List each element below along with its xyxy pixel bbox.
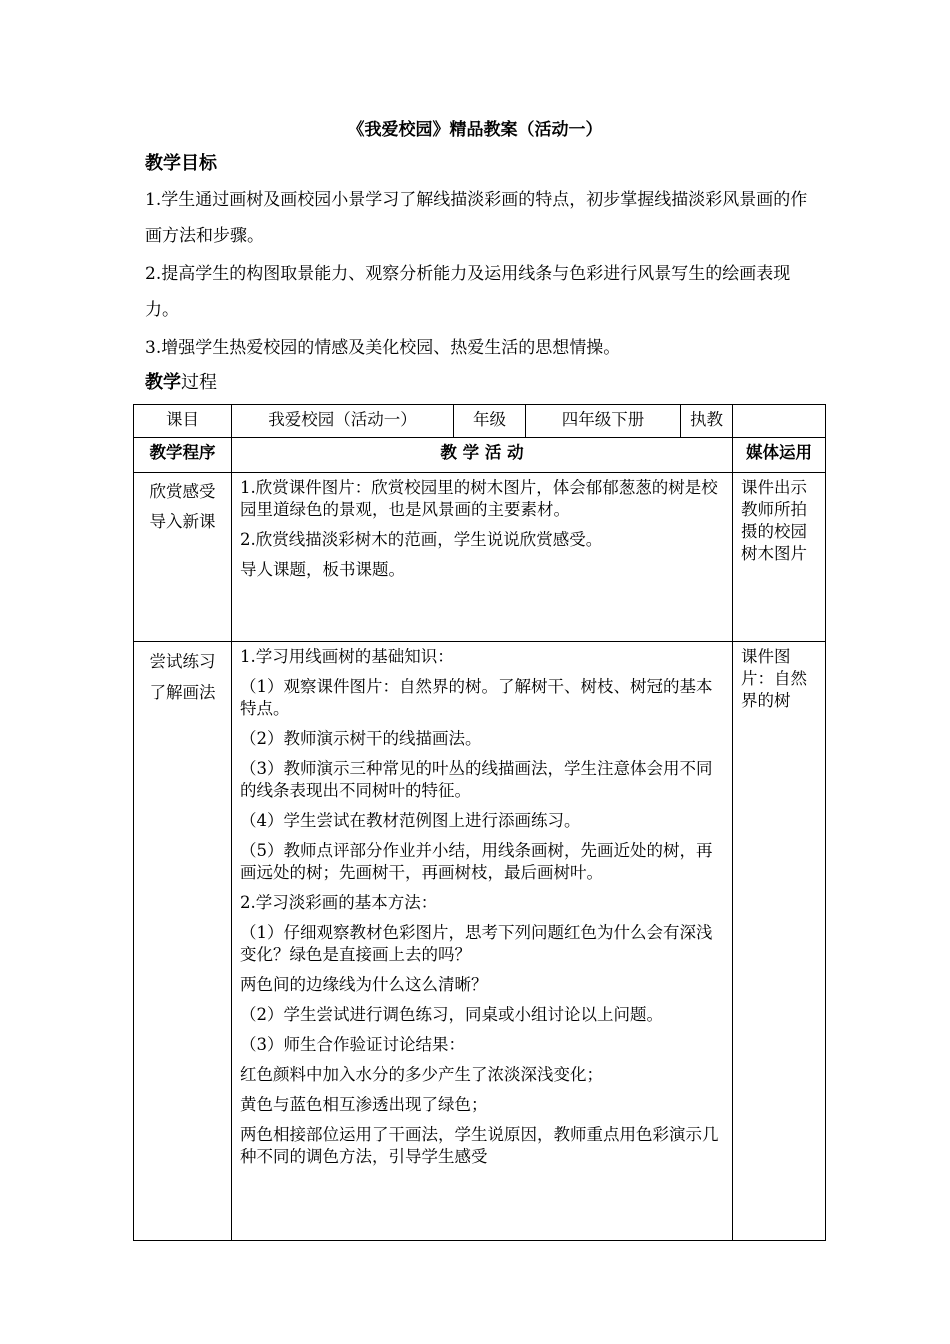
activity-item: 黄色与蓝色相互渗透出现了绿色； xyxy=(240,1095,488,1114)
activity-item: （2）学生尝试进行调色练习，同桌或小组讨论以上问题。 xyxy=(240,1005,663,1024)
subject-value: 我爱校园（活动一） xyxy=(232,405,454,438)
activity-item: （2）教师演示树干的线描画法。 xyxy=(240,729,482,748)
goals-heading-text: 教学目标 xyxy=(145,153,217,174)
table-row xyxy=(134,473,826,642)
procedure-line: 导入新课 xyxy=(149,512,216,531)
activity-item: （3）师生合作验证讨论结果： xyxy=(240,1035,465,1054)
media-cell: 课件图片：自然界的树 xyxy=(733,642,826,1241)
goal-item: 2.提高学生的构图取景能力、观察分析能力及运用线条与色彩进行风景写生的绘画表现力。 xyxy=(145,264,791,320)
procedure-line: 尝试练习 xyxy=(149,652,216,671)
goal-item: 3.增强学生热爱校园的情感及美化校园、热爱生活的思想情操。 xyxy=(145,338,621,358)
process-heading-rest: 过程 xyxy=(181,372,217,393)
activity-item: （4）学生尝试在教材范例图上进行添画练习。 xyxy=(240,811,581,830)
activity-item: （1）仔细观察教材色彩图片，思考下列问题红色为什么会有深浅变化？绿色是直接画上去的吗？ xyxy=(240,923,713,964)
process-heading-bold: 教学 xyxy=(145,372,181,393)
procedure-column-header: 教学程序 xyxy=(134,438,232,473)
activity-item: 导人课题，板书课题。 xyxy=(240,560,405,579)
activity-item: 2.学习淡彩画的基本方法： xyxy=(240,893,438,912)
subject-label: 课目 xyxy=(134,405,232,438)
grade-label: 年级 xyxy=(454,405,526,438)
procedure-cell xyxy=(134,642,232,1241)
procedure-line: 了解画法 xyxy=(149,683,216,702)
activity-cell xyxy=(232,642,733,1241)
activity-item: （3）教师演示三种常见的叶丛的线描画法，学生注意体会用不同的线条表现出不同树叶的特征。 xyxy=(240,759,713,800)
procedure-line: 欣赏感受 xyxy=(149,482,216,501)
activity-item: 红色颜料中加入水分的多少产生了浓淡深浅变化； xyxy=(240,1065,603,1084)
table-row xyxy=(134,642,826,1241)
table-header-row xyxy=(134,405,826,438)
column-header-row xyxy=(134,438,826,473)
lesson-plan-table xyxy=(133,404,826,1241)
activity-item: （5）教师点评部分作业并小结，用线条画树，先画近处的树，再画远处的树；先画树干，再画树枝，最后画树叶。 xyxy=(240,841,713,882)
activity-cell xyxy=(232,473,733,642)
goals-heading xyxy=(145,152,217,176)
procedure-cell xyxy=(134,473,232,642)
teacher-value xyxy=(733,405,826,438)
activity-column-header: 教 学 活 动 xyxy=(232,438,733,473)
media-cell: 课件出示教师所拍摄的校园树木图片 xyxy=(733,473,826,642)
media-column-header: 媒体运用 xyxy=(733,438,826,473)
goal-item: 1.学生通过画树及画校园小景学习了解线描淡彩画的特点，初步掌握线描淡彩风景画的作画方法和步骤。 xyxy=(145,190,808,246)
activity-item: 两色相接部位运用了干画法，学生说原因，教师重点用色彩演示几种不同的调色方法，引导学生感受 xyxy=(240,1125,719,1166)
activity-item: 1.欣赏课件图片：欣赏校园里的树木图片，体会郁郁葱葱的树是校园里道绿色的景观，也是风景画的主要素材。 xyxy=(240,478,718,519)
activity-item: 2.欣赏线描淡彩树木的范画，学生说说欣赏感受。 xyxy=(240,530,603,549)
teacher-label: 执教 xyxy=(681,405,733,438)
activity-item: 1.学习用线画树的基础知识： xyxy=(240,647,454,666)
activity-item: 两色间的边缘线为什么这么清晰？ xyxy=(240,975,488,994)
process-heading xyxy=(145,371,217,395)
document-title: 《我爱校园》精品教案（活动一） xyxy=(347,120,603,140)
grade-value: 四年级下册 xyxy=(526,405,681,438)
activity-item: （1）观察课件图片：自然界的树。了解树干、树枝、树冠的基本特点。 xyxy=(240,677,713,718)
